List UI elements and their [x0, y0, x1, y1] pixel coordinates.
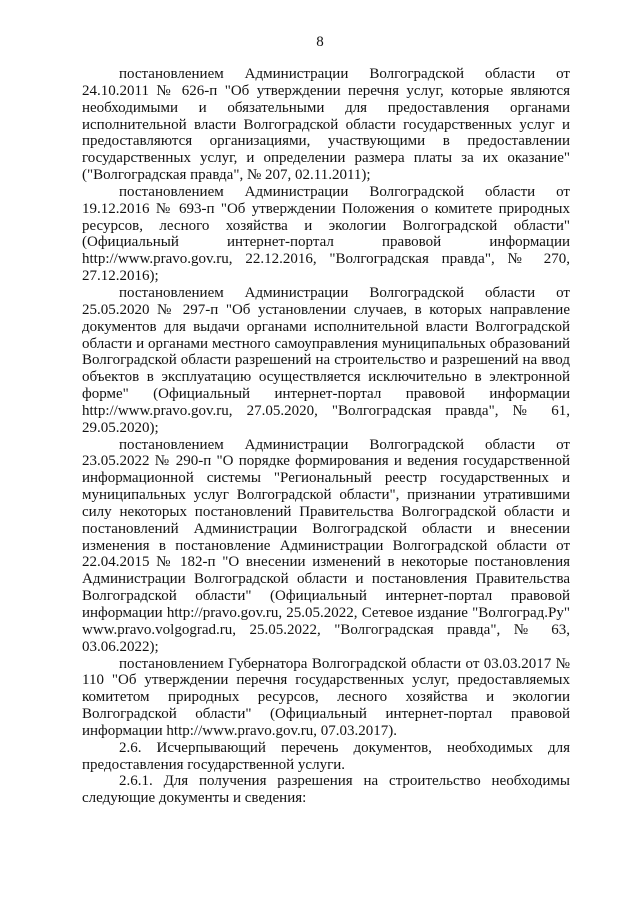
paragraph-resolution-626p: постановлением Администрации Волгоградской области от 24.10.2011 № 626-п "Об утверждении перечня услуг, которые являются необходимыми и обязательными для предоставления органами исполнительной власти Волгоградской области государственных услуг и предоставляются организациями, участвующими в предоставлении государственных услуг, и определении размера платы за их оказание" ("Волгоградская правда", № 207, 02.11.2011); — [82, 66, 570, 184]
paragraph-governor-resolution-110: постановлением Губернатора Волгоградской области от 03.03.2017 № 110 "Об утверждении перечня государственных услуг, предоставляемых комитетом природных ресурсов, лесного хозяйства и экологии Волгоградской области" (Официальный интернет-портал правовой информации http://www.pravo.gov.ru, 07.03.2017). — [82, 655, 570, 739]
paragraph-resolution-693p: постановлением Администрации Волгоградской области от 19.12.2016 № 693-п "Об утверждении Положения о комитете природных ресурсов, лесного хозяйства и экологии Волгоградской области" (Официальный интернет-портал правовой информации http://www.pravo.gov.ru, 22.12.2016, "Волгоградская правда", № 270, 27.12.2016); — [82, 183, 570, 285]
paragraph-section-2-6-1: 2.6.1. Для получения разрешения на строительство необходимы следующие документы и сведения: — [82, 773, 570, 807]
paragraph-resolution-297p: постановлением Администрации Волгоградской области от 25.05.2020 № 297-п "Об установлении случаев, в которых направление документов для выдачи органами исполнительной власти Волгоградской области и органами местного самоуправления муниципальных образований Волгоградской области разрешений на строительство и разрешений на ввод объектов в эксплуатацию осуществляется исключительно в электронной форме" (Официальный интернет-портал правовой информации http://www.pravo.gov.ru, 27.05.2020, "Волгоградская правда", № 61, 29.05.2020); — [82, 284, 570, 436]
page-number: 8 — [316, 34, 324, 50]
document-body — [82, 66, 570, 807]
paragraph-resolution-290p: постановлением Администрации Волгоградской области от 23.05.2022 № 290-п "О порядке формирования и ведения государственной информационной системы "Региональный реестр государственных и муниципальных услуг Волгоградской области", признании утратившими силу некоторых постановлений Правительства Волгоградской области и постановлений Администрации Волгоградской области и внесении изменения в постановление Администрации Волгоградской области от 22.04.2015 № 182-п "О внесении изменений в некоторые постановления Администрации Волгоградской области и постановления Правительства Волгоградской области" (Официальный интернет-портал правовой информации http://pravo.gov.ru, 25.05.2022, Сетевое издание "Волгоград.Ру" www.pravo.volgograd.ru, 25.05.2022, "Волгоградская правда", № 63, 03.06.2022); — [82, 436, 570, 655]
paragraph-section-2-6: 2.6. Исчерпывающий перечень документов, необходимых для предоставления государственной услуги. — [82, 739, 570, 773]
